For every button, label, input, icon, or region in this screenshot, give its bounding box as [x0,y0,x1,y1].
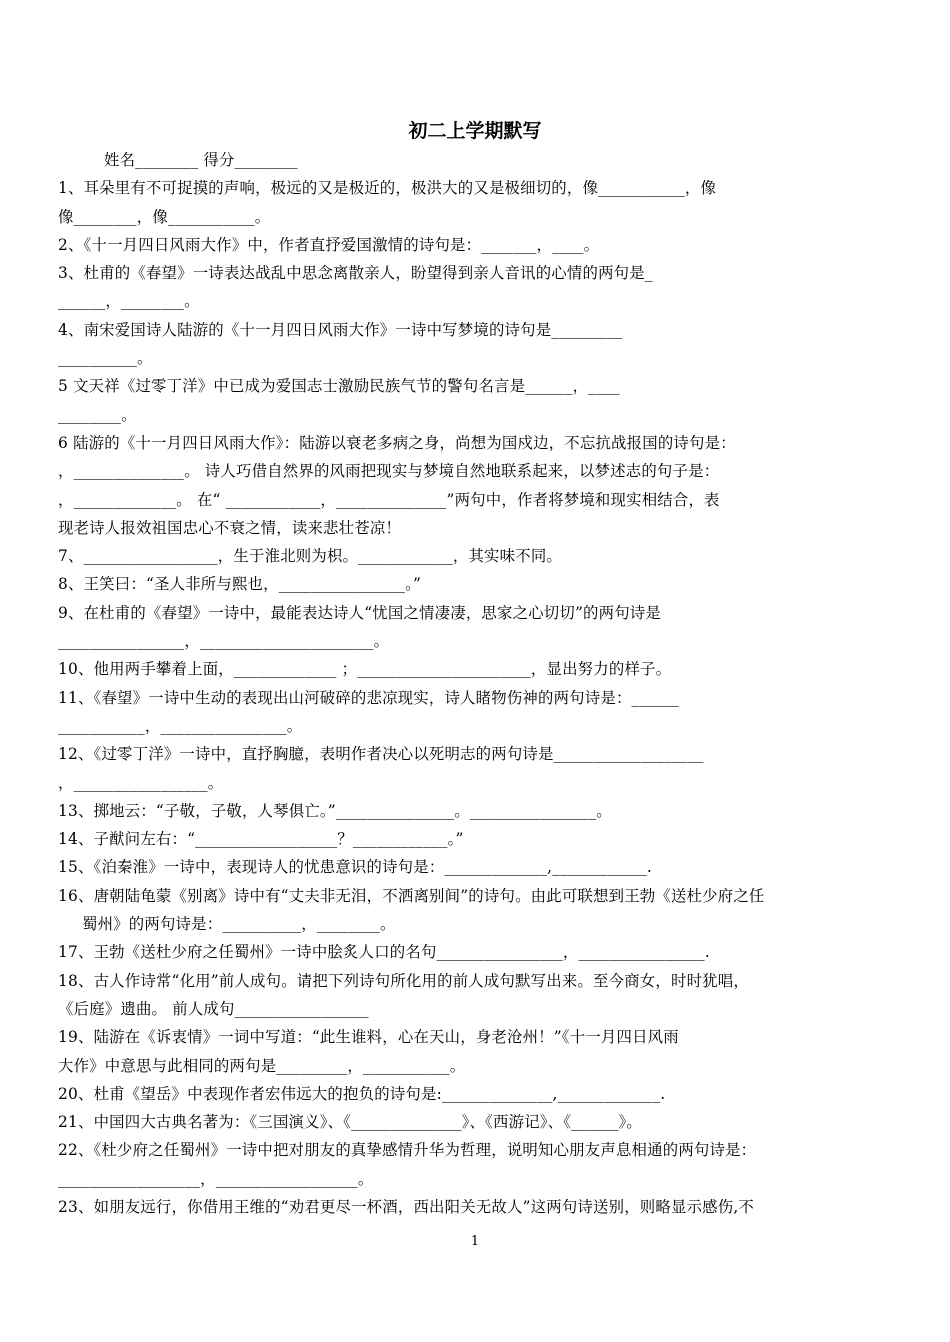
question-line: 21、中国四大古典名著为：《三国演义》、《______________》、《西游记》、《______》。 [58,1113,643,1132]
question-line: 蜀州》的两句诗是：__________，________。 [82,915,396,934]
question-line: 现老诗人报效祖国忠心不衰之情，读来悲壮苍凉！ [58,518,401,537]
question-line: 8、王笑曰：“圣人非所与熙也，________________。” [58,575,422,594]
page-title: 初二上学期默写 [408,120,542,142]
question-line: __________________，__________________。 [58,1169,374,1188]
question-line: 14、子猷问左右：“__________________？____________。” [58,830,464,849]
question-line: 10、他用两手攀着上面，_____________ ；______________________，显出努力的样子。 [58,660,672,679]
question-line: 1、耳朵里有不可捉摸的声响，极远的又是极近的，极洪大的又是极细切的，像___________，像 [58,179,717,198]
question-line: 5 文天祥《过零丁洋》中已成为爱国志士激励民族气节的警句名言是______，____ [58,377,620,396]
question-line: 6 陆游的《十一月四日风雨大作》：陆游以衰老多病之身，尚想为国戍边，不忘抗战报国的诗句是： [58,433,736,452]
question-line: 18、古人作诗常“化用”前人成句。请把下列诗句所化用的前人成句默写出来。至今商女，时时犹唱， [58,971,749,990]
question-line: 22、《杜少府之任蜀州》一诗中把对朋友的真挚感情升华为哲理，说明知心朋友声息相通的两句诗是： [58,1141,757,1160]
question-line: 3、杜甫的《春望》一诗表达战乱中思念离散亲人，盼望得到亲人音讯的心情的两句是_ [58,264,653,283]
question-line: 像________，像___________。 [58,207,271,226]
question-line: 《后庭》遗曲。 前人成句_________________ [58,999,369,1018]
question-line: 23、如朋友远行，你借用王维的“劝君更尽一杯酒，西出阳关无故人”这两句诗送别，则略显示感伤,不 [58,1197,755,1216]
question-line: ，_____________。 在“ ____________，______________”两句中，作者将梦境和现实相结合，表 [58,490,720,509]
question-line: 4、南宋爱国诗人陆游的《十一月四日风雨大作》一诗中写梦境的诗句是_________ [58,320,623,339]
name-score-line: 姓名________ 得分________ [104,151,298,169]
page-number: 1 [470,1234,480,1249]
question-line: ________。 [58,405,137,424]
question-line: ________________，______________________。 [58,632,390,651]
question-line: ，_________________。 [58,773,224,792]
question-line: 12、《过零丁洋》一诗中，直抒胸臆，表明作者决心以死明志的两句诗是___________________ [58,745,704,764]
question-line: 2、《十一月四日风雨大作》中，作者直抒爱国激情的诗句是：_______，____。 [58,235,600,254]
question-line: ______，________。 [58,292,200,311]
question-line: 19、陆游在《诉衷情》一词中写道：“此生谁料，心在天山，身老沧州！”《十一月四日风雨 [58,1028,679,1047]
question-line: ，______________。 诗人巧借自然界的风雨把现实与梦境自然地联系起来，以梦述志的句子是： [58,462,720,481]
question-line: 13、掷地云：“子敬，子敬，人琴俱亡。”_______________。________________。 [58,801,612,820]
question-line: 15、《泊秦淮》一诗中，表现诗人的忧患意识的诗句是：_____________,____________. [58,858,653,877]
question-line: 9、在杜甫的《春望》一诗中，最能表达诗人“忧国之情凄凄，思家之心切切”的两句诗是 [58,603,661,622]
question-line: 17、王勃《送杜少府之任蜀州》一诗中脍炙人口的名句________________，________________. [58,943,710,962]
question-line: 7、_________________，生于淮北则为枳。____________，其实味不同。 [58,547,562,566]
question-list [58,146,898,1221]
question-line: 20、杜甫《望岳》中表现作者宏伟远大的抱负的诗句是:______________,_____________. [58,1084,666,1103]
question-line: 大作》中意思与此相同的两句是_________，___________。 [58,1056,466,1075]
question-line: ___________，________________。 [58,716,303,735]
question-line: 11、《春望》一诗中生动的表现出山河破碎的悲凉现实，诗人睹物伤神的两句诗是：______ [58,688,679,707]
question-line: 16、唐朝陆龟蒙《别离》诗中有“丈夫非无泪，不洒离别间”的诗句。由此可联想到王勃《送杜少府之任 [58,886,765,905]
question-line: __________。 [58,349,153,368]
